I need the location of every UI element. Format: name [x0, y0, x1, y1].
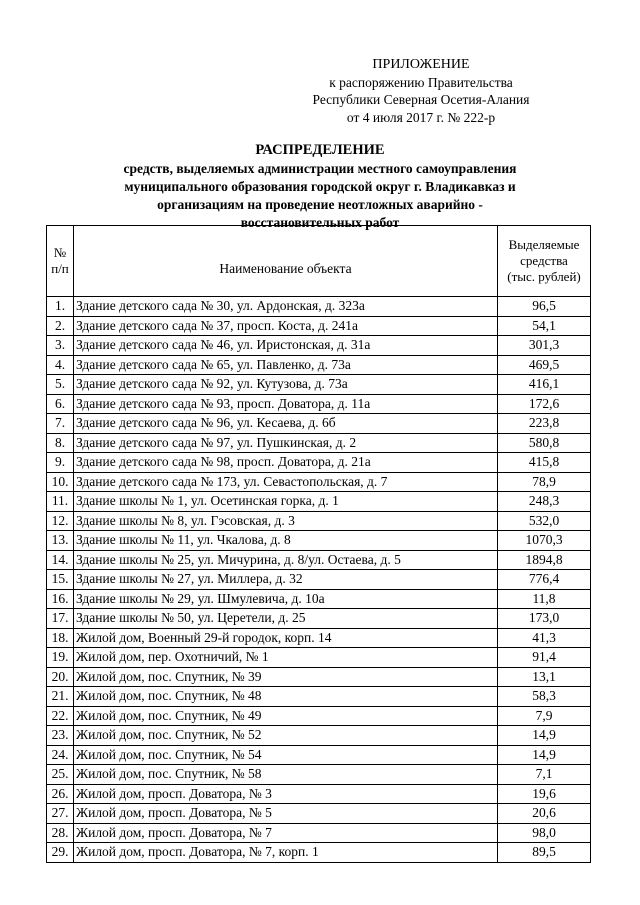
- object-name-cell: Здание детского сада № 98, просп. Доватора, д. 21а: [74, 453, 498, 473]
- row-number-cell: 28.: [47, 823, 74, 843]
- heading-main: РАСПРЕДЕЛЕНИЕ: [255, 142, 385, 158]
- allocated-amount-cell: 78,9: [498, 472, 591, 492]
- allocated-amount-cell: 41,3: [498, 628, 591, 648]
- allocated-amount-cell: 7,9: [498, 706, 591, 726]
- table-row: [47, 667, 591, 687]
- table-row: [47, 453, 591, 473]
- table-row: [47, 511, 591, 531]
- allocated-amount-cell: 54,1: [498, 316, 591, 336]
- allocated-amount-cell: 223,8: [498, 414, 591, 434]
- heading-line-3: организациям на проведение неотложных аварийно -: [157, 197, 483, 212]
- object-name-cell: Жилой дом, пос. Спутник, № 54: [74, 745, 498, 765]
- allocated-amount-cell: 19,6: [498, 784, 591, 804]
- table-row: [47, 472, 591, 492]
- object-name-cell: Здание детского сада № 46, ул. Иристонская, д. 31а: [74, 336, 498, 356]
- row-number-cell: 6.: [47, 394, 74, 414]
- table-row: [47, 336, 591, 356]
- object-name-cell: Жилой дом, просп. Доватора, № 3: [74, 784, 498, 804]
- row-number-cell: 10.: [47, 472, 74, 492]
- table-row: [47, 765, 591, 785]
- appendix-line-2: Республики Северная Осетия-Алания: [312, 92, 530, 107]
- table-row: [47, 726, 591, 746]
- table-row: [47, 531, 591, 551]
- allocated-amount-cell: 20,6: [498, 804, 591, 824]
- row-number-cell: 21.: [47, 687, 74, 707]
- table-row: [47, 823, 591, 843]
- table-row: [47, 316, 591, 336]
- object-name-cell: Жилой дом, пер. Охотничий, № 1: [74, 648, 498, 668]
- table-row: [47, 687, 591, 707]
- heading-line-4: восстановительных работ: [240, 215, 400, 230]
- allocated-amount-cell: 13,1: [498, 667, 591, 687]
- table-body: [47, 297, 591, 863]
- allocated-amount-cell: 301,3: [498, 336, 591, 356]
- appendix-line-3: от 4 июля 2017 г. № 222-р: [346, 109, 496, 125]
- object-name-cell: Здание школы № 11, ул. Чкалова, д. 8: [74, 531, 498, 551]
- column-header-number-line-2: п/п: [51, 261, 69, 276]
- row-number-cell: 15.: [47, 570, 74, 590]
- row-number-cell: 26.: [47, 784, 74, 804]
- object-name-cell: Здание школы № 29, ул. Шмулевича, д. 10а: [74, 589, 498, 609]
- allocated-amount-cell: 580,8: [498, 433, 591, 453]
- appendix-line-1: к распоряжению Правительства: [329, 74, 513, 90]
- heading-line-1: средств, выделяемых администрации местного самоуправления: [123, 161, 517, 176]
- table-row: [47, 784, 591, 804]
- allocated-amount-cell: 173,0: [498, 609, 591, 629]
- allocated-amount-cell: 14,9: [498, 726, 591, 746]
- object-name-cell: Жилой дом, пос. Спутник, № 39: [74, 667, 498, 687]
- table-row: [47, 297, 591, 317]
- row-number-cell: 4.: [47, 355, 74, 375]
- row-number-cell: 18.: [47, 628, 74, 648]
- allocated-amount-cell: 11,8: [498, 589, 591, 609]
- column-header-value-line-2: средства: [520, 253, 568, 268]
- row-number-cell: 25.: [47, 765, 74, 785]
- allocated-amount-cell: 91,4: [498, 648, 591, 668]
- table-row: [47, 492, 591, 512]
- table-row: [47, 570, 591, 590]
- allocated-amount-cell: 248,3: [498, 492, 591, 512]
- table-row: [47, 843, 591, 863]
- table-row: [47, 648, 591, 668]
- column-header-number: [47, 226, 74, 297]
- object-name-cell: Жилой дом, Военный 29-й городок, корп. 14: [74, 628, 498, 648]
- row-number-cell: 19.: [47, 648, 74, 668]
- object-name-cell: Здание школы № 8, ул. Гэсовская, д. 3: [74, 511, 498, 531]
- object-name-cell: Здание детского сада № 173, ул. Севастопольская, д. 7: [74, 472, 498, 492]
- row-number-cell: 23.: [47, 726, 74, 746]
- column-header-name: Наименование объекта: [74, 226, 498, 297]
- object-name-cell: Здание детского сада № 92, ул. Кутузова, д. 73а: [74, 375, 498, 395]
- object-name-cell: Здание школы № 50, ул. Церетели, д. 25: [74, 609, 498, 629]
- object-name-cell: Жилой дом, просп. Доватора, № 7, корп. 1: [74, 843, 498, 863]
- row-number-cell: 22.: [47, 706, 74, 726]
- table-row: [47, 375, 591, 395]
- row-number-cell: 12.: [47, 511, 74, 531]
- column-header-number-line-1: №: [53, 245, 67, 260]
- object-name-cell: Здание детского сада № 30, ул. Ардонская, д. 323а: [74, 297, 498, 317]
- row-number-cell: 20.: [47, 667, 74, 687]
- row-number-cell: 13.: [47, 531, 74, 551]
- table-row: [47, 628, 591, 648]
- table-row: [47, 414, 591, 434]
- allocated-amount-cell: 7,1: [498, 765, 591, 785]
- table-row: [47, 745, 591, 765]
- object-name-cell: Здание школы № 1, ул. Осетинская горка, д. 1: [74, 492, 498, 512]
- allocated-amount-cell: 89,5: [498, 843, 591, 863]
- object-name-cell: Здание школы № 27, ул. Миллера, д. 32: [74, 570, 498, 590]
- row-number-cell: 1.: [47, 297, 74, 317]
- row-number-cell: 7.: [47, 414, 74, 434]
- table-row: [47, 550, 591, 570]
- allocated-amount-cell: 776,4: [498, 570, 591, 590]
- object-name-cell: Здание детского сада № 37, просп. Коста, д. 241а: [74, 316, 498, 336]
- object-name-cell: Здание школы № 25, ул. Мичурина, д. 8/ул. Остаева, д. 5: [74, 550, 498, 570]
- row-number-cell: 8.: [47, 433, 74, 453]
- table-row: [47, 394, 591, 414]
- document-heading: [60, 141, 580, 232]
- table-row: [47, 706, 591, 726]
- object-name-cell: Жилой дом, пос. Спутник, № 49: [74, 706, 498, 726]
- object-name-cell: Здание детского сада № 65, ул. Павленко, д. 73а: [74, 355, 498, 375]
- object-name-cell: Здание детского сада № 93, просп. Доватора, д. 11а: [74, 394, 498, 414]
- allocated-amount-cell: 415,8: [498, 453, 591, 473]
- row-number-cell: 16.: [47, 589, 74, 609]
- object-name-cell: Жилой дом, пос. Спутник, № 48: [74, 687, 498, 707]
- allocation-table: [46, 225, 591, 863]
- column-header-value: [498, 226, 591, 297]
- allocated-amount-cell: 172,6: [498, 394, 591, 414]
- allocated-amount-cell: 416,1: [498, 375, 591, 395]
- row-number-cell: 11.: [47, 492, 74, 512]
- object-name-cell: Жилой дом, пос. Спутник, № 52: [74, 726, 498, 746]
- allocated-amount-cell: 469,5: [498, 355, 591, 375]
- row-number-cell: 3.: [47, 336, 74, 356]
- table-row: [47, 804, 591, 824]
- row-number-cell: 27.: [47, 804, 74, 824]
- object-name-cell: Здание детского сада № 96, ул. Кесаева, д. 6б: [74, 414, 498, 434]
- table-header-row: [47, 226, 591, 297]
- row-number-cell: 9.: [47, 453, 74, 473]
- table-row: [47, 609, 591, 629]
- allocated-amount-cell: 96,5: [498, 297, 591, 317]
- allocated-amount-cell: 1070,3: [498, 531, 591, 551]
- table-row: [47, 433, 591, 453]
- heading-line-2: муниципального образования городской округ г. Владикавказ и: [124, 179, 516, 194]
- object-name-cell: Жилой дом, просп. Доватора, № 7: [74, 823, 498, 843]
- allocated-amount-cell: 14,9: [498, 745, 591, 765]
- object-name-cell: Жилой дом, просп. Доватора, № 5: [74, 804, 498, 824]
- table-row: [47, 355, 591, 375]
- allocated-amount-cell: 98,0: [498, 823, 591, 843]
- row-number-cell: 2.: [47, 316, 74, 336]
- appendix-title: ПРИЛОЖЕНИЕ: [372, 57, 470, 72]
- table-row: [47, 589, 591, 609]
- row-number-cell: 14.: [47, 550, 74, 570]
- allocated-amount-cell: 1894,8: [498, 550, 591, 570]
- allocated-amount-cell: 58,3: [498, 687, 591, 707]
- row-number-cell: 17.: [47, 609, 74, 629]
- allocated-amount-cell: 532,0: [498, 511, 591, 531]
- column-header-value-line-1: Выделяемые: [508, 237, 580, 252]
- column-header-value-line-3: (тыс. рублей): [507, 269, 581, 284]
- appendix-block: [296, 56, 546, 126]
- object-name-cell: Жилой дом, пос. Спутник, № 58: [74, 765, 498, 785]
- row-number-cell: 24.: [47, 745, 74, 765]
- object-name-cell: Здание детского сада № 97, ул. Пушкинская, д. 2: [74, 433, 498, 453]
- row-number-cell: 29.: [47, 843, 74, 863]
- row-number-cell: 5.: [47, 375, 74, 395]
